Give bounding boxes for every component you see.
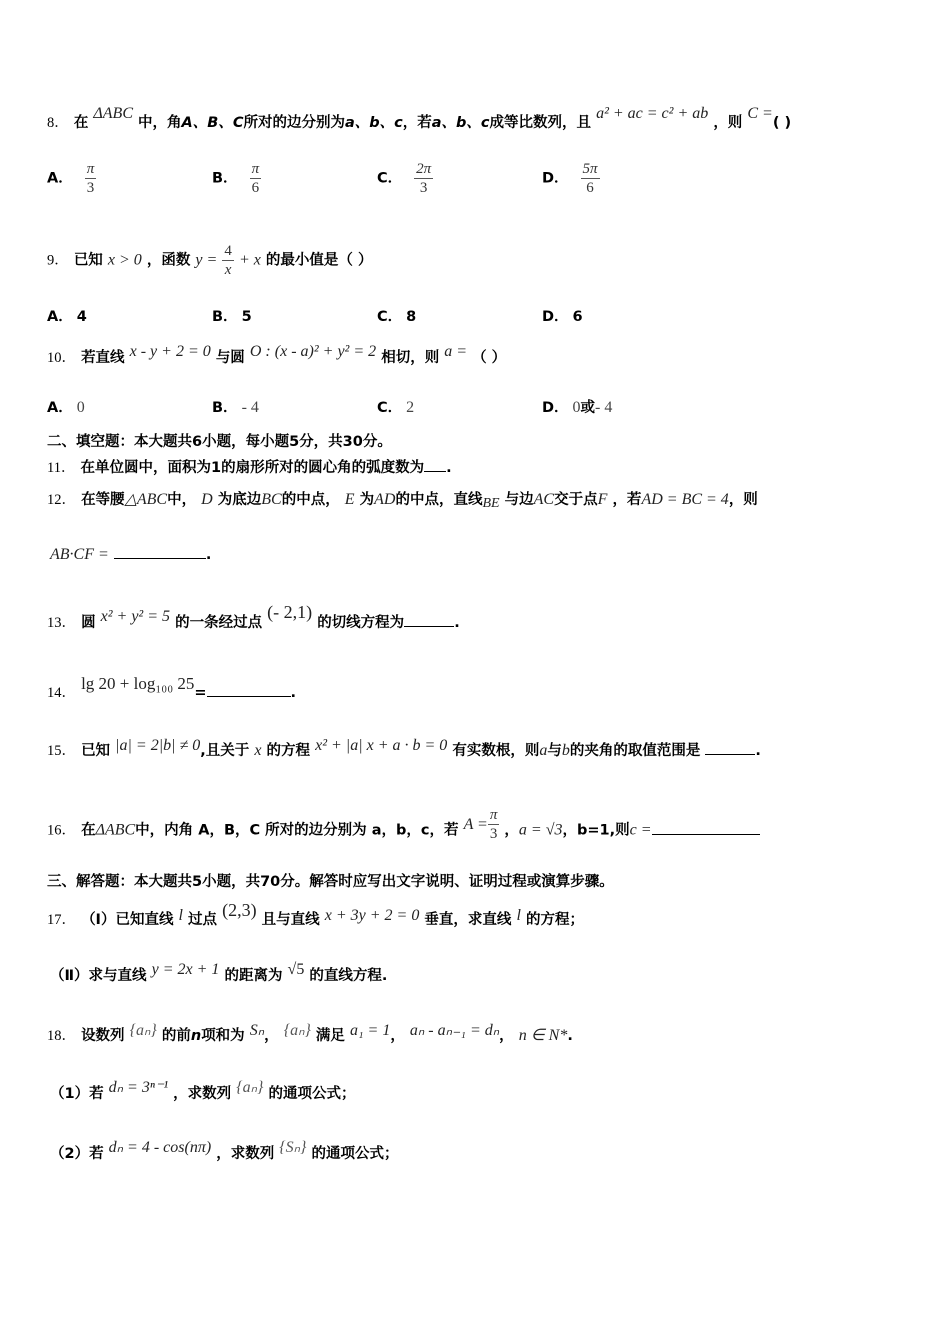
math-circle: O : (x - a)² + y² = 2 <box>249 343 377 360</box>
math-circle: x² + y² = 5 <box>100 608 171 625</box>
text: ，若 <box>402 115 432 131</box>
fraction-bottom: 6 <box>586 180 594 196</box>
question-18-part-1 <box>50 1079 356 1104</box>
answer-blank[interactable] <box>207 682 291 697</box>
text: ， <box>499 1028 514 1044</box>
text: 与圆 <box>215 350 245 366</box>
text: 且与直线 <box>261 912 320 928</box>
text: ， <box>504 822 519 839</box>
option-label: C． <box>377 400 403 416</box>
question-17-part-2 <box>50 961 388 986</box>
math-line-l: l <box>178 907 183 924</box>
option-label: B． <box>212 400 238 416</box>
math-expression: AB·CF = <box>50 546 109 563</box>
option-value: - 4 <box>595 399 613 416</box>
answer-blank[interactable] <box>114 544 206 559</box>
option-label: B． <box>212 309 238 325</box>
question-12 <box>47 490 758 511</box>
math-triangle: ΔABC <box>95 821 136 839</box>
text: ，则 <box>713 115 743 131</box>
section-3-heading: 三、解答题：本大题共5小题，共70分。解答时应写出文字说明、证明过程或演算步骤。 <box>47 874 614 890</box>
math-point: D <box>201 491 213 508</box>
fraction-top: π <box>251 161 260 177</box>
question-number: 12． <box>47 492 76 508</box>
math-fraction <box>222 242 234 279</box>
option-d[interactable] <box>542 160 600 197</box>
math-expression: lg 20 + log₁₀₀ 25 <box>81 674 195 693</box>
fraction-bottom: 3 <box>86 180 95 196</box>
math-vector-b: b <box>561 742 570 759</box>
text: . <box>446 460 452 476</box>
text: 与 <box>547 743 562 759</box>
section-2-heading: 二、填空题：本大题共6小题，每小题5分，共30分。 <box>47 434 392 450</box>
option-b[interactable] <box>212 305 252 326</box>
text: 的通项公式； <box>268 1086 356 1102</box>
text: ,且关于 <box>200 743 250 759</box>
text: 在等腰 <box>81 492 125 508</box>
question-number: 10． <box>47 350 76 366</box>
option-label: D． <box>542 400 569 416</box>
text: 项和为 <box>201 1028 245 1044</box>
answer-blank[interactable] <box>424 457 446 472</box>
text: 交于点 <box>554 492 598 508</box>
math-fraction <box>250 160 262 197</box>
option-label: A． <box>47 170 73 187</box>
text: ， <box>390 1028 405 1044</box>
answer-paren: ( ) <box>772 115 792 131</box>
option-connector: 或 <box>580 400 596 416</box>
option-value: 6 <box>572 309 583 325</box>
question-18 <box>47 1022 573 1046</box>
math-line: y = 2x + 1 <box>151 961 220 978</box>
text: 的直线方程. <box>309 968 388 984</box>
text: （Ⅱ）求与直线 <box>50 968 147 984</box>
option-c[interactable] <box>377 396 414 417</box>
text: 的中点， <box>281 492 340 508</box>
text-sides: a、b、c <box>344 115 403 131</box>
option-label: C． <box>377 170 403 187</box>
text: ，求数列 <box>216 1146 275 1162</box>
option-b[interactable] <box>212 396 259 417</box>
math-condition: n ∈ N* <box>518 1027 568 1044</box>
option-label: D． <box>542 170 569 187</box>
option-label: D． <box>542 309 569 325</box>
text: 中，内角 A，B，C 所对的边分别为 a，b，c，若 <box>135 822 459 839</box>
text: 的通项公式； <box>311 1146 399 1162</box>
fraction-top: π <box>489 807 498 823</box>
question-13 <box>47 602 460 633</box>
text: 垂直，求直线 <box>424 912 512 928</box>
text: 的一条经过点 <box>175 615 263 631</box>
text-n: n <box>190 1028 202 1044</box>
math-fraction <box>488 806 500 843</box>
math-condition: |a| = 2|b| ≠ 0 <box>115 737 201 754</box>
text: （ ） <box>472 350 507 366</box>
text: ，求数列 <box>173 1086 232 1102</box>
question-number: 16． <box>47 822 76 839</box>
answer-blank[interactable] <box>705 740 755 755</box>
math-line-l: l <box>516 907 521 924</box>
question-15 <box>47 737 761 761</box>
math-equation: x² + |a| x + a · b = 0 <box>315 737 448 754</box>
text: . <box>205 547 212 563</box>
option-value: 8 <box>406 309 417 325</box>
option-d[interactable] <box>542 305 583 326</box>
question-16 <box>47 807 760 849</box>
math-distance: √5 <box>287 961 305 978</box>
question-number: 9． <box>47 252 69 269</box>
text: 在 <box>73 115 89 131</box>
question-18-part-2 <box>50 1139 399 1164</box>
math-ask: a = <box>444 343 468 360</box>
text: . <box>755 743 761 759</box>
text: ，函数 <box>146 252 191 269</box>
math-sum: Sₙ <box>249 1022 265 1039</box>
text: . <box>454 615 460 631</box>
text: 为底边 <box>217 492 262 508</box>
math-triangle: △ABC <box>124 491 168 508</box>
option-label: C． <box>377 309 403 325</box>
text: 中， <box>167 492 197 508</box>
fraction-bottom: 6 <box>251 180 260 196</box>
text: 已知 <box>81 743 111 759</box>
text: ，则 <box>728 492 758 508</box>
math-fraction <box>581 160 600 197</box>
text: 的夹角的取值范围是 <box>569 743 701 759</box>
text: （Ⅰ）已知直线 <box>81 912 174 928</box>
text: . <box>290 685 297 701</box>
text-vertices: A、B、C <box>181 115 244 131</box>
option-value: - 4 <box>241 399 259 416</box>
math-condition: aₙ - aₙ₋₁ = dₙ <box>409 1022 500 1039</box>
math-condition: dₙ = 3ⁿ⁻¹ <box>108 1079 169 1096</box>
question-number: 14． <box>47 685 76 701</box>
answer-blank[interactable] <box>652 820 760 835</box>
math-func-right: + x <box>238 251 261 269</box>
math-fraction <box>414 160 433 197</box>
text: 的方程； <box>525 912 584 928</box>
text: 的前 <box>161 1028 191 1044</box>
math-point: F <box>597 491 608 508</box>
math-equation: a² + ac = c² + ab <box>596 105 709 122</box>
option-label: A． <box>47 309 73 325</box>
question-10 <box>47 343 507 368</box>
option-c[interactable] <box>377 305 416 326</box>
math-func-left: y = <box>195 251 218 269</box>
fraction-bottom: 3 <box>419 180 428 196</box>
question-17 <box>47 900 584 930</box>
math-sequence: {aₙ} <box>129 1022 157 1039</box>
text: 若直线 <box>81 350 125 366</box>
text: ， <box>264 1028 279 1044</box>
fraction-bottom: x <box>224 262 232 278</box>
math-fraction <box>85 160 97 197</box>
text: 有实数根，则 <box>452 743 540 759</box>
option-label: A． <box>47 400 73 416</box>
text: 的中点，直线 <box>395 492 483 508</box>
math-condition: AD = BC = 4 <box>641 491 729 508</box>
math-triangle: ΔABC <box>93 105 133 122</box>
math-line: x - y + 2 = 0 <box>129 343 211 360</box>
question-number: 15． <box>47 743 76 759</box>
fraction-top: 2π <box>416 161 432 177</box>
question-9 <box>47 242 372 279</box>
fraction-top: 4 <box>224 243 232 259</box>
text: 的切线方程为 <box>317 615 405 631</box>
math-line: BE <box>482 496 500 511</box>
math-segment: AD <box>374 491 396 508</box>
option-value: 5 <box>241 309 252 325</box>
math-line: x + 3y + 2 = 0 <box>324 907 420 924</box>
math-side-a: a = √3 <box>518 821 563 839</box>
text: 设数列 <box>81 1028 125 1044</box>
math-point: (- 2,1) <box>267 602 313 622</box>
text: 的最小值是（ ） <box>265 252 373 269</box>
question-number: 17． <box>47 912 76 928</box>
question-8 <box>47 105 792 133</box>
math-point: (2,3) <box>222 900 257 920</box>
text: ，b=1,则 <box>562 822 630 839</box>
text: ，若 <box>612 492 642 508</box>
option-a[interactable] <box>47 305 87 326</box>
text: 中，角 <box>138 115 182 131</box>
text: 成等比数列，且 <box>489 115 591 131</box>
math-ask: C = <box>747 105 773 122</box>
math-sequence: {aₙ} <box>236 1079 264 1096</box>
text: 已知 <box>73 252 103 269</box>
math-condition: a₁ = 1 <box>349 1022 391 1039</box>
text-sides: a、b、c <box>431 115 490 131</box>
question-14 <box>47 674 297 703</box>
math-segment: AC <box>533 491 555 508</box>
math-condition: dₙ = 4 - cos(nπ) <box>108 1139 212 1156</box>
text: 过点 <box>188 912 218 928</box>
math-condition: x > 0 <box>107 251 142 269</box>
text: 在 <box>81 822 96 839</box>
math-vector-a: a <box>539 742 548 759</box>
question-number: 18． <box>47 1028 76 1044</box>
text: . <box>567 1028 573 1044</box>
text: （1）若 <box>50 1086 104 1102</box>
answer-blank[interactable] <box>404 612 454 627</box>
math-variable: x <box>254 742 262 759</box>
option-a[interactable] <box>47 396 85 417</box>
text: 相切，则 <box>381 350 440 366</box>
math-segment: BC <box>261 491 282 508</box>
text: 与边 <box>504 492 534 508</box>
question-12-answer-line <box>50 544 211 565</box>
fraction-top: π <box>86 161 95 177</box>
math-sequence: {aₙ} <box>283 1022 311 1039</box>
option-label: B． <box>212 170 238 187</box>
math-angle: A = <box>463 815 488 833</box>
option-value: 0 <box>572 399 581 416</box>
fraction-top: 5π <box>582 161 598 177</box>
question-number: 11． <box>47 460 76 476</box>
text: 所对的边分别为 <box>243 115 345 131</box>
option-value: 0 <box>76 399 85 416</box>
text: （2）若 <box>50 1146 104 1162</box>
math-sequence: {Sₙ} <box>279 1139 307 1156</box>
math-point: E <box>344 491 355 508</box>
option-b[interactable] <box>212 160 261 197</box>
text: 在单位圆中，面积为1的扇形所对的圆心角的弧度数为 <box>80 460 425 476</box>
fraction-bottom: 3 <box>489 826 498 842</box>
option-value: 2 <box>406 399 415 416</box>
option-value: 4 <box>76 309 87 325</box>
text: 为 <box>359 492 375 508</box>
option-c[interactable] <box>377 160 433 197</box>
option-a[interactable] <box>47 160 96 197</box>
option-d[interactable] <box>542 396 612 417</box>
text: 满足 <box>315 1028 345 1044</box>
math-ask: c = <box>629 821 652 839</box>
text: 的距离为 <box>224 968 283 984</box>
text: = <box>194 685 207 701</box>
question-number: 8． <box>47 115 69 131</box>
question-number: 13． <box>47 615 76 631</box>
text: 的方程 <box>266 743 311 759</box>
text: 圆 <box>81 615 96 631</box>
question-11 <box>47 457 452 478</box>
